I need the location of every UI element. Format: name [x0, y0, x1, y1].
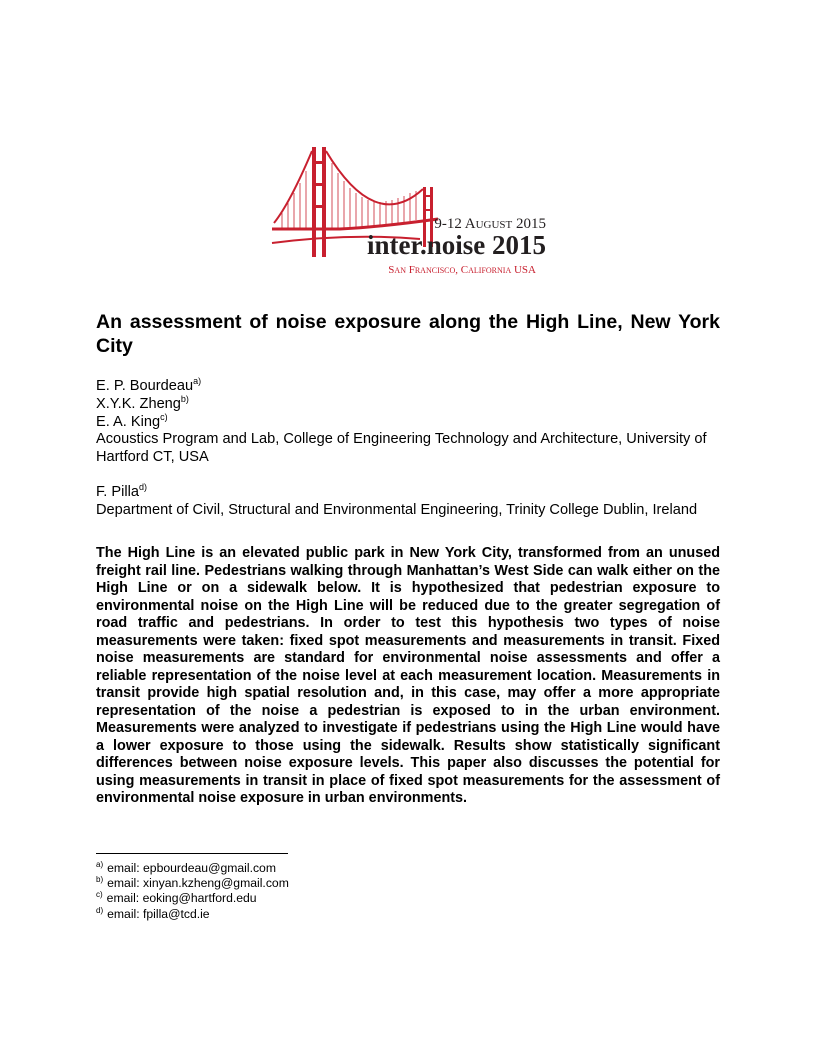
- conference-logo: [270, 143, 550, 280]
- footnote-mark: b): [96, 875, 104, 885]
- footnote: [96, 907, 496, 922]
- paper-title: An assessment of noise exposure along the High Line, New York City: [96, 311, 720, 357]
- footnote-mark: c): [96, 890, 103, 900]
- logo-name: inter.noise 2015: [366, 230, 546, 260]
- affiliation: Department of Civil, Structural and Environmental Engineering, Trinity College Dublin, Ireland: [96, 501, 698, 518]
- abstract: The High Line is an elevated public park in New York City, transformed from an unused freight rail line. Pedestrians walking through Manhattan’s West Side can walk either on the High Line or on a sidewalk below. It is hypothesized that pedestrian exposure to environmental noise on the High Line will be reduced due to the greater segregation of road traffic and pedestrians. In order to test this hypothesis two types of noise measurements were taken: fixed spot measurements and measurements in transit. Fixed noise measurements are standard for environmental noise assessments and offer a reliable representation of the noise level at each measurement location. Measurements in transit provide high spatial resolution and, in this case, may offer a more appropriate representation of the noise a pedestrian is exposed to in the urban environment. Measurements were analyzed to investigate if pedestrians using the High Line would have a lower exposure to those using the sidewalk. Results show statistically significant differences between noise exposure levels. This paper also discusses the potential for using measurements in transit in place of fixed spot measurements for the assessment of environmental noise exposure in urban environments.: [96, 545, 720, 806]
- author-name: F. Pilla: [96, 483, 139, 500]
- author: [96, 481, 726, 502]
- footnote-text: email: fpilla@tcd.ie: [107, 906, 210, 921]
- footnotes: [96, 861, 496, 922]
- footnote-mark: b): [180, 393, 189, 404]
- author: [96, 411, 726, 432]
- footnote: [96, 861, 496, 876]
- logo-date: 9-12 August 2015: [434, 216, 546, 232]
- footnote-mark: d): [96, 905, 104, 915]
- footnote: [96, 891, 496, 906]
- author-name: E. A. King: [96, 413, 161, 430]
- footnote-mark: d): [138, 481, 147, 492]
- author-name: X.Y.K. Zheng: [96, 395, 181, 412]
- logo-location: San Francisco, California USA: [388, 264, 536, 276]
- footnote: [96, 876, 496, 891]
- footnote-mark: c): [160, 411, 168, 422]
- footnote-divider: [96, 853, 288, 854]
- author: [96, 393, 726, 414]
- author: [96, 378, 726, 396]
- footnote-text: email: epbourdeau@gmail.com: [107, 861, 276, 875]
- author-name: E. P. Bourdeau: [96, 378, 194, 394]
- footnote-text: email: xinyan.kzheng@gmail.com: [107, 876, 289, 891]
- author-block: [96, 378, 726, 520]
- affiliation: Acoustics Program and Lab, College of Engineering Technology and Architecture, University of Hartford CT, USA: [96, 431, 707, 466]
- footnote-mark: a): [193, 376, 202, 386]
- footnote-mark: a): [96, 860, 104, 869]
- footnote-text: email: eoking@hartford.edu: [106, 891, 257, 906]
